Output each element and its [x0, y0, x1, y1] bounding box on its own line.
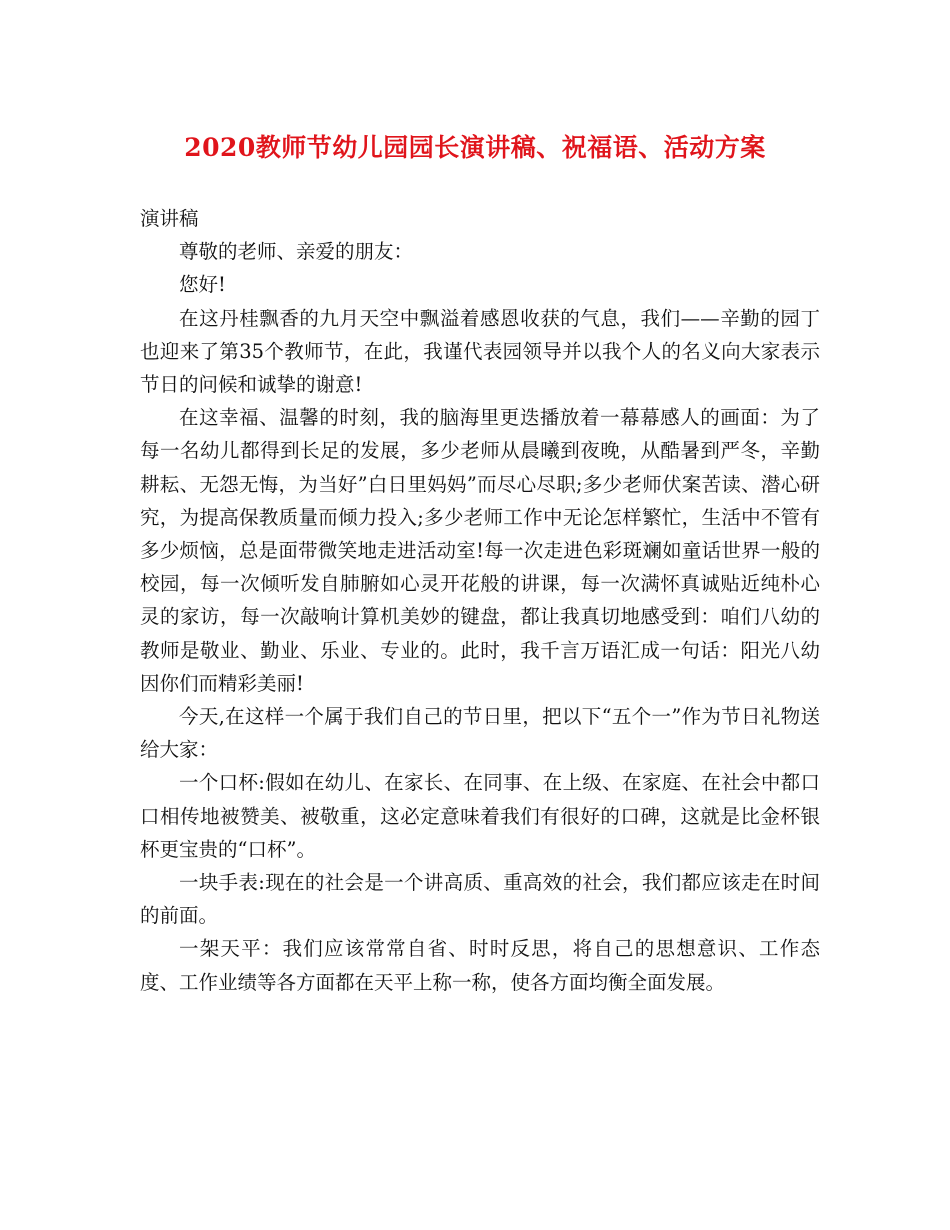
gift-item-paragraph: 一块手表:现在的社会是一个讲高质、重高效的社会，我们都应该走在时间的前面。	[140, 871, 820, 928]
body-paragraph: 在这幸福、温馨的时刻，我的脑海里更迭播放着一幕幕感人的画面：为了每一名幼儿都得到长足的发展，多少老师从晨曦到夜晚，从酷暑到严冬，辛勤耕耘、无怨无悔，为当好”白日里妈妈”而尽心尽职;多少老师伏案苦读、潜心研究，为提高保教质量而倾力投入;多少老师工作中无论怎样繁忙，生活中不管有多少烦恼，总是面带微笑地走进活动室!每一次走进色彩斑斓如童话世界一般的校园，每一次倾听发自肺腑如心灵开花般的讲课，每一次满怀真诚贴近纯朴心灵的家访，每一次敲响计算机美妙的键盘，都让我真切地感受到：咱们八幼的教师是敬业、勤业、乐业、专业的。此时，我千言万语汇成一句话：阳光八幼因你们而精彩美丽!	[140, 406, 820, 695]
document-title: 2020教师节幼儿园园长演讲稿、祝福语、活动方案	[184, 133, 766, 162]
body-paragraph: 今天,在这样一个属于我们自己的节日里，把以下“五个一”作为节日礼物送给大家：	[140, 705, 820, 762]
document-body	[140, 202, 820, 999]
gift-item-paragraph: 一架天平：我们应该常常自省、时时反思，将自己的思想意识、工作态度、工作业绩等各方面都在天平上称一称，使各方面均衡全面发展。	[140, 937, 820, 994]
greeting-paragraph: 您好!	[179, 273, 226, 297]
section-heading: 演讲稿	[140, 207, 199, 230]
body-paragraph: 在这丹桂飘香的九月天空中飘溢着感恩收获的气息，我们——辛勤的园丁也迎来了第35个教师节，在此，我谨代表园领导并以我个人的名义向大家表示节日的问候和诚挚的谢意!	[140, 306, 820, 397]
gift-item-paragraph: 一个口杯:假如在幼儿、在家长、在同事、在上级、在家庭、在社会中都口口相传地被赞美、被敬重，这必定意味着我们有很好的口碑，这就是比金杯银杯更宝贵的“口杯”。	[140, 771, 820, 861]
salutation-paragraph: 尊敬的老师、亲爱的朋友：	[179, 240, 414, 264]
